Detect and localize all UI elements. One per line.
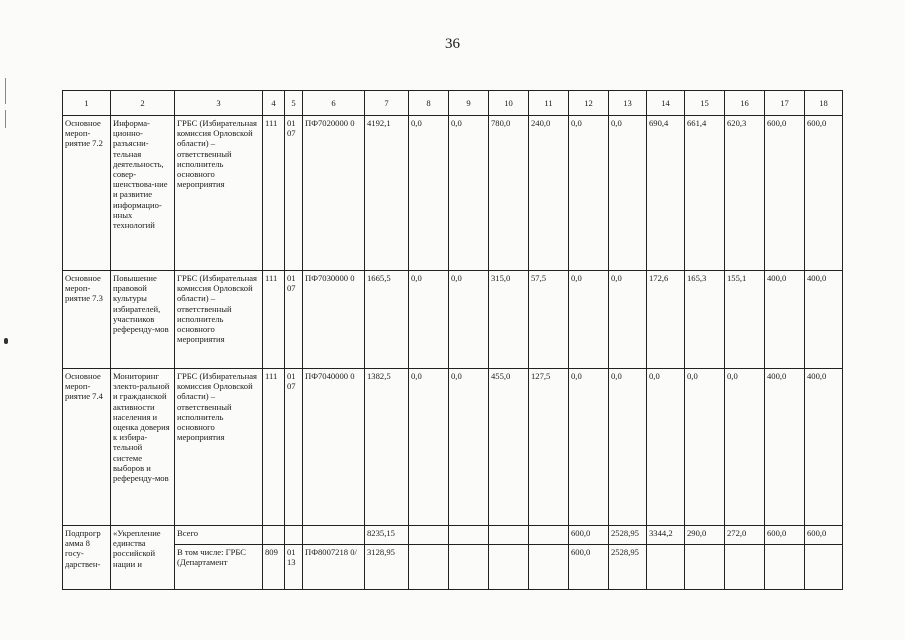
cell-executor: ГРБС (Избирательная комиссия Орловской области) – ответственный исполнитель основного мероприятия [175,271,263,369]
cell-title: Мониторинг электо-ральной и гражданской активности населения и оценка доверия к избира-тельной системе выборов и референду-мов [111,369,175,526]
table-row-subprogram-8-total [63,526,843,545]
cell-grbs-code [263,526,285,545]
cell-value [449,526,489,545]
cell-value: 165,3 [685,271,725,369]
cell-value: 400,0 [805,271,843,369]
header-cell: 3 [175,91,263,116]
cell-value [409,545,449,590]
cell-value [489,526,529,545]
header-cell: 13 [609,91,647,116]
cell-title: Повышение правовой культуры избирателей, участников референду-мов [111,271,175,369]
cell-section-code: 01 07 [285,369,303,526]
cell-grbs-code: 809 [263,545,285,590]
cell-value: 290,0 [685,526,725,545]
header-cell: 2 [111,91,175,116]
cell-grbs-code: 111 [263,271,285,369]
cell-value: 0,0 [609,369,647,526]
cell-value: 690,4 [647,116,685,271]
cell-value: 0,0 [449,116,489,271]
cell-executor: ГРБС (Избирательная комиссия Орловской области) – ответственный исполнитель основного мероприятия [175,369,263,526]
table-row-activity-7-2 [63,116,843,271]
cell-value: 0,0 [569,271,609,369]
cell-grbs-code: 111 [263,369,285,526]
cell-value: 0,0 [409,271,449,369]
cell-value [489,545,529,590]
cell-executor: Всего [175,526,263,545]
cell-value: 400,0 [805,369,843,526]
cell-value: 600,0 [805,116,843,271]
cell-target-code: ПФ8007218 0/ [303,545,365,590]
cell-value: 0,0 [647,369,685,526]
cell-value: 600,0 [569,545,609,590]
cell-executor: ГРБС (Избирательная комиссия Орловской области) – ответственный исполнитель основного мероприятия [175,116,263,271]
header-cell: 6 [303,91,365,116]
cell-section-code [285,526,303,545]
cell-value: 600,0 [765,526,805,545]
cell-title: Информа-ционно-разъясни-тельная деятельность, совер-шенствова-ние и развитие информацио-нных технологий [111,116,175,271]
cell-total: 8235,15 [365,526,409,545]
budget-table [62,90,843,590]
cell-value: 400,0 [765,369,805,526]
cell-value: 2528,95 [609,545,647,590]
cell-value: 155,1 [725,271,765,369]
cell-total: 3128,95 [365,545,409,590]
cell-section-code: 01 13 [285,545,303,590]
header-cell: 1 [63,91,111,116]
table-row-subprogram-8-including [63,545,843,590]
cell-value: 400,0 [765,271,805,369]
header-cell: 5 [285,91,303,116]
cell-activity: Основное мероп-риятие 7.3 [63,271,111,369]
cell-value: 780,0 [489,116,529,271]
cell-value: 600,0 [765,116,805,271]
header-cell: 9 [449,91,489,116]
cell-value: 0,0 [725,369,765,526]
cell-value: 127,5 [529,369,569,526]
cell-subprogram-title: «Укрепление единства российской нации и [111,526,175,590]
header-cell: 18 [805,91,843,116]
cell-value: 0,0 [609,116,647,271]
cell-section-code: 01 07 [285,116,303,271]
cell-value: 600,0 [805,526,843,545]
header-cell: 16 [725,91,765,116]
cell-grbs-code: 111 [263,116,285,271]
cell-value: 661,4 [685,116,725,271]
cell-value: 0,0 [569,116,609,271]
cell-value [647,545,685,590]
cell-target-code: ПФ7040000 0 [303,369,365,526]
cell-value: 272,0 [725,526,765,545]
header-cell: 15 [685,91,725,116]
table-row-activity-7-4 [63,369,843,526]
cell-value: 0,0 [569,369,609,526]
cell-value: 455,0 [489,369,529,526]
cell-value: 600,0 [569,526,609,545]
cell-value: 0,0 [449,271,489,369]
cell-target-code: ПФ7030000 0 [303,271,365,369]
scan-edge-dot [4,338,8,344]
cell-value [409,526,449,545]
scan-edge-mark [5,110,6,128]
cell-subprogram: Подпрогр амма 8 госу-дарствен- [63,526,111,590]
cell-target-code [303,526,365,545]
cell-section-code: 01 07 [285,271,303,369]
cell-value: 0,0 [409,369,449,526]
page-number: 36 [445,36,460,52]
header-cell: 14 [647,91,685,116]
cell-value: 172,6 [647,271,685,369]
cell-total: 1665,5 [365,271,409,369]
cell-value: 0,0 [609,271,647,369]
cell-target-code: ПФ7020000 0 [303,116,365,271]
cell-value [529,545,569,590]
scan-edge-mark [5,78,6,104]
table-row-activity-7-3 [63,271,843,369]
header-cell: 17 [765,91,805,116]
cell-activity: Основное мероп-риятие 7.2 [63,116,111,271]
cell-value: 2528,95 [609,526,647,545]
cell-value: 0,0 [685,369,725,526]
cell-value: 0,0 [449,369,489,526]
cell-value [765,545,805,590]
cell-total: 1382,5 [365,369,409,526]
cell-value: 0,0 [409,116,449,271]
header-cell: 8 [409,91,449,116]
cell-value [805,545,843,590]
cell-total: 4192,1 [365,116,409,271]
header-cell: 12 [569,91,609,116]
header-cell: 11 [529,91,569,116]
header-cell: 7 [365,91,409,116]
cell-value: 620,3 [725,116,765,271]
cell-value [725,545,765,590]
cell-value [449,545,489,590]
header-cell: 10 [489,91,529,116]
table-header-row [63,91,843,116]
header-cell: 4 [263,91,285,116]
cell-activity: Основное мероп-риятие 7.4 [63,369,111,526]
cell-value: 57,5 [529,271,569,369]
cell-executor: В том числе: ГРБС (Департамент [175,545,263,590]
cell-value [685,545,725,590]
cell-value: 240,0 [529,116,569,271]
cell-value: 3344,2 [647,526,685,545]
cell-value [529,526,569,545]
cell-value: 315,0 [489,271,529,369]
